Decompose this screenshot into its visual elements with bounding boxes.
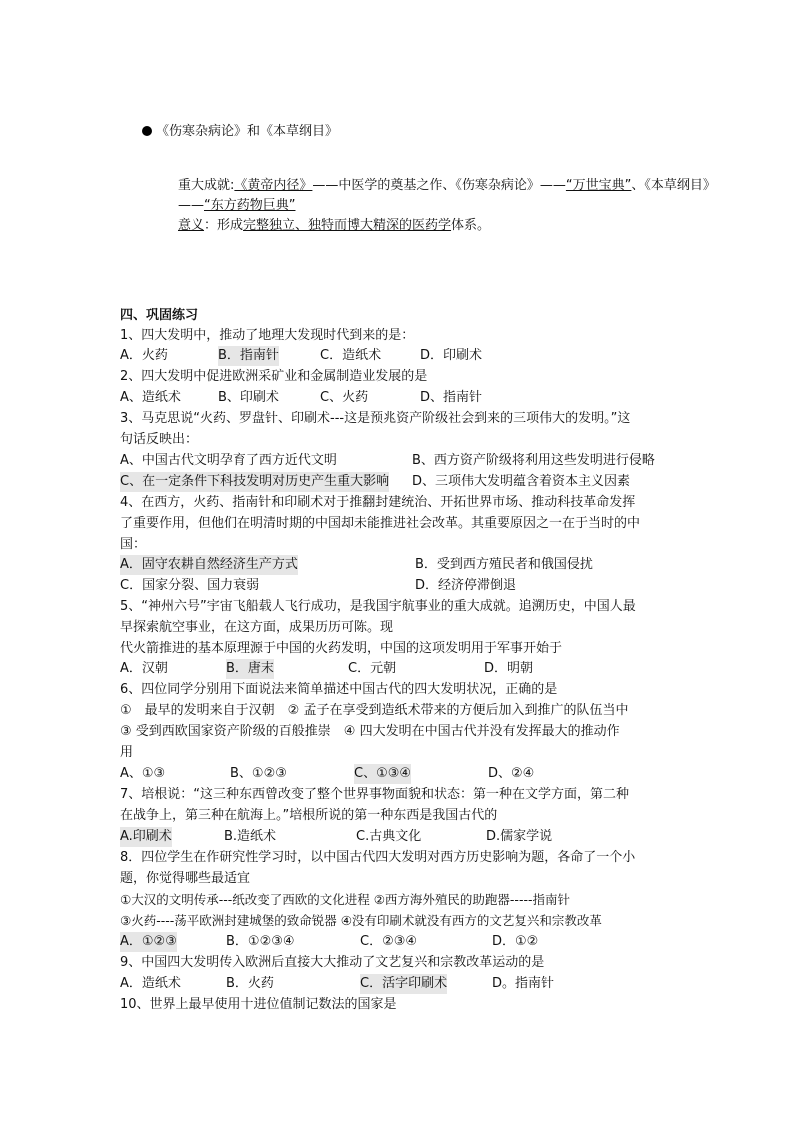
achievement-line-1 — [178, 176, 716, 196]
q9-option-b: B．火药 — [226, 976, 274, 991]
q1-options — [120, 346, 720, 366]
q5-option-b: B．唐末 — [226, 659, 274, 679]
q6-option-a: A、①③ — [120, 766, 166, 781]
q4-stem-3: 国： — [120, 537, 147, 552]
q8-option-a: A．①②③ — [120, 932, 177, 952]
bullet-heading — [142, 122, 338, 142]
q6-statement-3: 用 — [120, 745, 134, 760]
q8-statement-1: ①大汉的文明传承---纸改变了西欧的文化进程 ②西方海外殖民的助跑器-----指南针 — [120, 892, 570, 907]
q7-option-b: B.造纸术 — [224, 829, 277, 844]
q6-option-b: B、①②③ — [230, 766, 287, 781]
achievement-text: ——中医学的奠基之作、《伤寒杂病论》—— — [312, 178, 566, 193]
q3-stem-1: 3、马克思说“火药、罗盘针、印刷术---这是预兆资产阶级社会到来的三项伟大的发明。”这 — [120, 411, 631, 426]
q8-option-d: D．①② — [492, 934, 539, 949]
meaning-line: 意义：形成完整独立、独特而博大精深的医药学体系。 — [178, 218, 491, 233]
q8-option-b: B．①②③④ — [226, 934, 295, 949]
q6-option-d: D、②④ — [488, 766, 535, 781]
q1-stem: 1、四大发明中，推动了地理大发现时代到来的是： — [120, 328, 415, 343]
section-title: 四、巩固练习 — [120, 308, 199, 323]
q8-options — [120, 932, 720, 952]
bullet-title: 《伤寒杂病论》和《本草纲目》 — [156, 124, 339, 139]
q5-stem-3: 代火箭推进的基本原理源于中国的火药发明，中国的这项发明用于军事开始于 — [120, 641, 563, 656]
achievement-label: 重大成就: — [178, 178, 235, 193]
q7-stem-2: 在战争上，第三种在航海上。”培根所说的第一种东西是我国古代的 — [120, 808, 498, 823]
achievement-dongfang: “东方药物巨典” — [204, 198, 296, 213]
meaning-underlined: 完整独立、独特而博大精深的医药学 — [243, 218, 452, 233]
q1-option-c: C．造纸术 — [320, 348, 382, 363]
q5-options — [120, 659, 720, 679]
q6-statement-1: ① 最早的发明来自于汉朝 ② 孟子在享受到造纸术带来的方便后加入到推广的队伍当中 — [120, 703, 629, 718]
q7-options — [120, 827, 720, 847]
q4-stem-2: 了重要作用，但他们在明清时期的中国却未能推进社会改革。其重要原因之一在于当时的中 — [120, 516, 641, 531]
q3-option-c: C、在一定条件下科技发明对历史产生重大影响 — [120, 472, 389, 492]
q2-option-d: D、指南针 — [420, 390, 483, 405]
q9-stem: 9、中国四大发明传入欧洲后直接大大推动了文艺复兴和宗教改革运动的是 — [120, 955, 545, 970]
q5-option-c: C．元朝 — [348, 661, 397, 676]
q3-stem-2: 句话反映出： — [120, 432, 199, 447]
q8-stem-1: 8．四位学生在作研究性学习时，以中国古代四大发明对西方历史影响为题，各命了一个小 — [120, 850, 636, 865]
q7-stem-1: 7、培根说：“这三种东西曾改变了整个世界事物面貌和状态：第一种在文学方面，第二种 — [120, 787, 630, 802]
achievement-wanshi: “万世宝典” — [565, 178, 632, 193]
q8-statement-2: ③火药----荡平欧洲封建城堡的致命锐器 ④没有印刷术就没有西方的文艺复兴和宗教改革 — [120, 913, 602, 928]
q9-option-d: D。指南针 — [492, 976, 555, 991]
q4-options-row1 — [120, 555, 720, 575]
q5-option-a: A．汉朝 — [120, 661, 168, 676]
q3-option-a: A、中国古代文明孕育了西方近代文明 — [120, 453, 337, 468]
q1-option-d: D．印刷术 — [420, 348, 483, 363]
q2-option-c: C、火药 — [320, 390, 369, 405]
q5-stem-1: 5、“神州六号”宇宙飞船载人飞行成功，是我国宇航事业的重大成就。追溯历史，中国人最 — [120, 599, 636, 614]
q8-stem-2: 题，你觉得哪些最适宜 — [120, 871, 251, 886]
q6-options — [120, 764, 720, 784]
q3-options-row2 — [120, 472, 720, 492]
q2-option-b: B、印刷术 — [218, 390, 279, 405]
q7-option-a: A.印刷术 — [120, 827, 172, 847]
achievement-bencao: 、《本草纲目》 — [631, 178, 716, 193]
q2-options — [120, 388, 720, 408]
q7-option-d: D.儒家学说 — [486, 829, 553, 844]
q5-stem-2: 早探索航空事业，在这方面，成果历历可陈。现 — [120, 620, 394, 635]
q3-option-b: B、西方资产阶级将利用这些发明进行侵略 — [412, 453, 655, 468]
q10-stem: 10、世界上最早使用十进位值制记数法的国家是 — [120, 997, 397, 1012]
q9-option-a: A．造纸术 — [120, 976, 181, 991]
q6-statement-2: ③ 受到西欧国家资产阶级的百般推崇 ④ 四大发明在中国古代并没有发挥最大的推动作 — [120, 724, 620, 739]
q4-options-row2 — [120, 576, 720, 596]
q6-option-c: C、①③④ — [354, 764, 411, 784]
q4-option-d: D．经济停滞倒退 — [415, 578, 517, 593]
q3-option-d: D、三项伟大发明蕴含着资本主义因素 — [412, 474, 631, 489]
q8-option-c: C．②③④ — [360, 934, 418, 949]
q1-option-a: A．火药 — [120, 348, 168, 363]
bullet-icon — [142, 126, 152, 136]
q3-options-row1 — [120, 451, 720, 471]
meaning-label: 意义 — [178, 218, 205, 233]
q9-options — [120, 974, 720, 994]
q5-option-d: D．明朝 — [484, 661, 534, 676]
q4-stem-1: 4、在西方，火药、指南针和印刷术对于推翻封建统治、开拓世界市场、推动科技革命发挥 — [120, 495, 636, 510]
q2-option-a: A、造纸术 — [120, 390, 181, 405]
q6-stem: 6、四位同学分别用下面说法来简单描述中国古代的四大发明状况，正确的是 — [120, 682, 558, 697]
q4-option-c: C．国家分裂、国力衰弱 — [120, 578, 260, 593]
achievement-line-2: ——“东方药物巨典” — [178, 198, 296, 213]
achievement-huangdi: 《黄帝内径》 — [234, 178, 313, 193]
q1-option-b: B．指南针 — [218, 346, 279, 366]
q4-option-a: A．固守农耕自然经济生产方式 — [120, 555, 298, 575]
q4-option-b: B．受到西方殖民者和俄国侵扰 — [415, 557, 593, 572]
q7-option-c: C.古典文化 — [356, 829, 422, 844]
q2-stem: 2、四大发明中促进欧洲采矿业和金属制造业发展的是 — [120, 369, 428, 384]
q9-option-c: C．活字印刷术 — [360, 974, 447, 994]
